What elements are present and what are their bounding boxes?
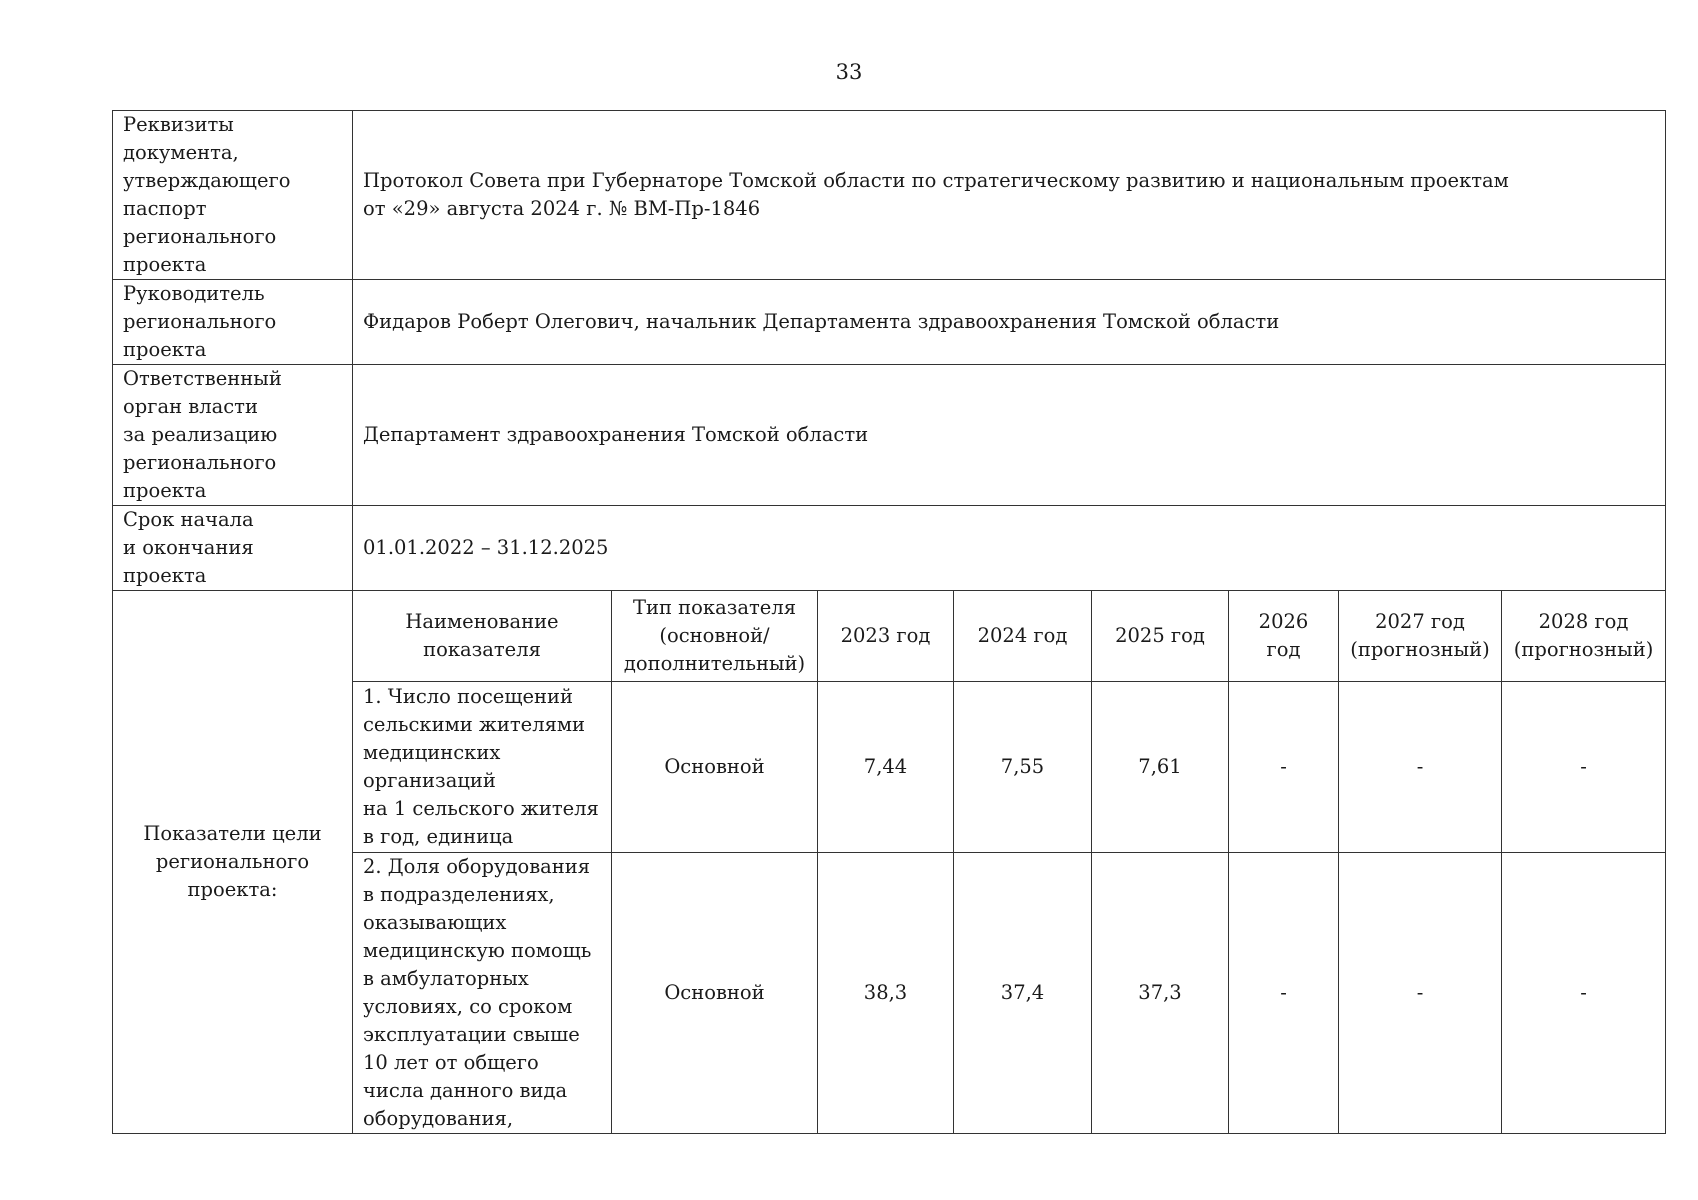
requisites-row — [113, 111, 1666, 280]
project-head-row — [113, 280, 1666, 365]
header-year-2027: 2027 год (прогнозный) — [1339, 591, 1502, 682]
header-year-2023: 2023 год — [818, 591, 954, 682]
indicator-name: 1. Число посещений сельскими жителями медицинских организаций на 1 сельского жителя в год, единица — [353, 682, 612, 853]
indicators-section-label: Показатели цели регионального проекта: — [113, 591, 353, 1134]
value-2024: 37,4 — [954, 853, 1092, 1134]
responsible-row — [113, 365, 1666, 506]
indicator-type: Основной — [612, 853, 818, 1134]
responsible-label: Ответственный орган власти за реализацию регионального проекта — [113, 365, 353, 506]
value-2026: - — [1229, 853, 1339, 1134]
value-2025: 37,3 — [1092, 853, 1229, 1134]
header-year-2025: 2025 год — [1092, 591, 1229, 682]
header-year-2026: 2026 год — [1229, 591, 1339, 682]
value-2025: 7,61 — [1092, 682, 1229, 853]
header-indicator-name: Наименование показателя — [353, 591, 612, 682]
header-indicator-type: Тип показателя (основной/ дополнительный) — [612, 591, 818, 682]
value-2027: - — [1339, 682, 1502, 853]
value-2023: 38,3 — [818, 853, 954, 1134]
requisites-value: Протокол Совета при Губернаторе Томской области по стратегическому развитию и национальным проектам от «29» августа 2024 г. № ВМ-Пр-1846 — [353, 111, 1666, 280]
requisites-label: Реквизиты документа, утверждающего паспорт регионального проекта — [113, 111, 353, 280]
project-head-value: Фидаров Роберт Олегович, начальник Департамента здравоохранения Томской области — [353, 280, 1666, 365]
page-number: 33 — [835, 60, 863, 84]
header-year-2024: 2024 год — [954, 591, 1092, 682]
header-year-2028: 2028 год (прогнозный) — [1502, 591, 1666, 682]
period-value: 01.01.2022 – 31.12.2025 — [353, 506, 1666, 591]
value-2027: - — [1339, 853, 1502, 1134]
value-2028: - — [1502, 853, 1666, 1134]
responsible-value: Департамент здравоохранения Томской области — [353, 365, 1666, 506]
indicators-header-row — [113, 591, 1666, 682]
value-2028: - — [1502, 682, 1666, 853]
period-label: Срок начала и окончания проекта — [113, 506, 353, 591]
period-row — [113, 506, 1666, 591]
project-passport-table — [112, 110, 1666, 1134]
value-2026: - — [1229, 682, 1339, 853]
value-2024: 7,55 — [954, 682, 1092, 853]
indicator-name: 2. Доля оборудования в подразделениях, оказывающих медицинскую помощь в амбулаторных условиях, со сроком эксплуатации свыше 10 лет от общего числа данного вида оборудования, — [353, 853, 612, 1134]
project-head-label: Руководитель регионального проекта — [113, 280, 353, 365]
value-2023: 7,44 — [818, 682, 954, 853]
indicator-type: Основной — [612, 682, 818, 853]
